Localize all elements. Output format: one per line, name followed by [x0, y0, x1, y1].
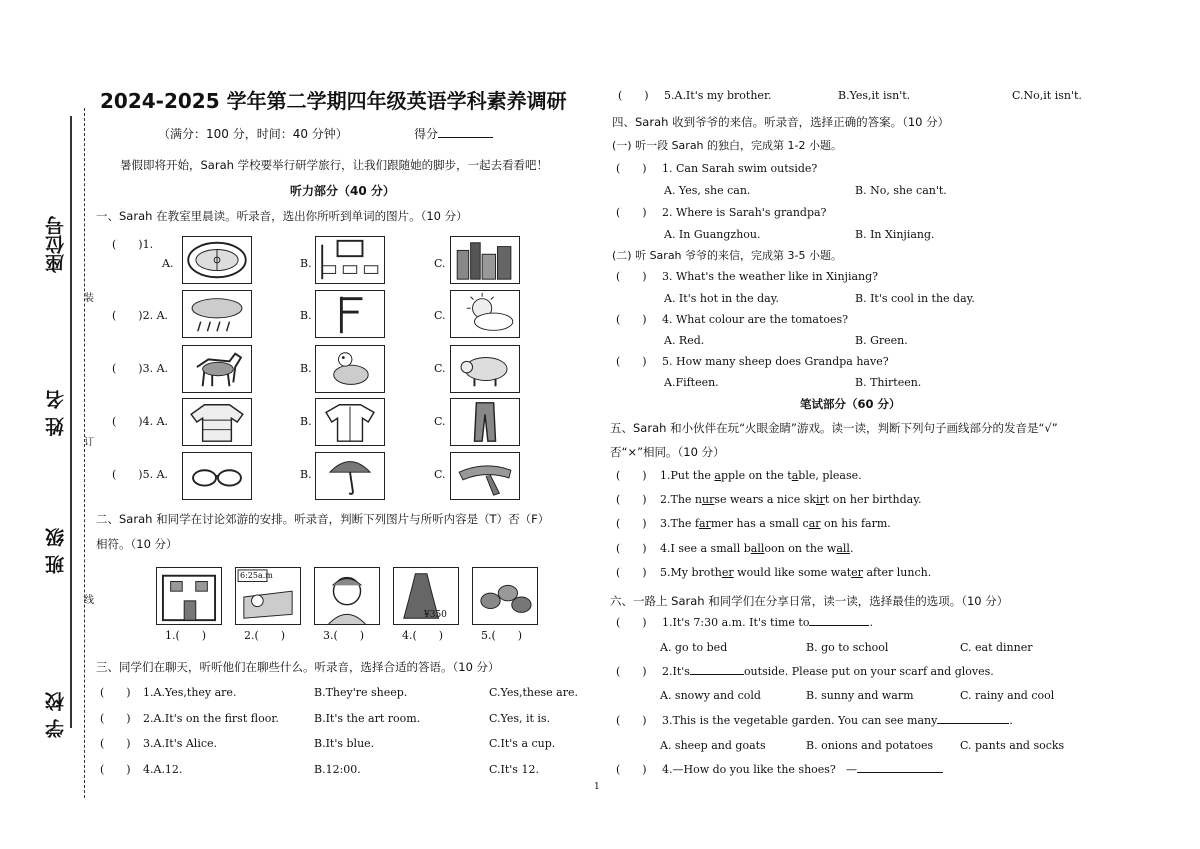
part4-sub1: (一) 听一段 Sarah 的独白，完成第 1-2 小题。 [612, 139, 842, 152]
sentence-part: se wears a nice sk [714, 493, 817, 506]
classroom-icon[interactable] [315, 236, 385, 284]
student-name-label: 姓名 [45, 382, 67, 436]
p4-q4-b: B. Green. [855, 334, 908, 347]
underlined-part: all [836, 542, 850, 555]
p3-q5-a: 5.A.It's my brother. [664, 89, 772, 102]
p1-row2-num: ( )2. A. [112, 309, 169, 322]
underlined-part: er [851, 566, 863, 579]
p1-row1-a: A. [162, 257, 174, 270]
p4-q5-b: B. Thirteen. [855, 376, 922, 389]
dress-price: ¥350 [424, 610, 447, 620]
p3-q4-b: B.12:00. [314, 763, 361, 776]
p3-q3-c: C.It's a cup. [489, 737, 556, 750]
dress-price-icon[interactable] [393, 567, 459, 625]
part2-heading2: 相符。（10 分） [96, 537, 178, 551]
p3-q1-b: B.They're sheep. [314, 686, 408, 699]
sentence-part: 3.The f [660, 517, 699, 530]
p1-row4-b: B. [300, 415, 312, 428]
p2-item1: 1.( ) [165, 629, 207, 642]
p1-row3-num: ( )3. A. [112, 362, 169, 375]
underlined-part: a [714, 469, 721, 482]
p5-row-sentence [660, 493, 921, 507]
sentence-part: oon on the w [764, 542, 837, 555]
pants-icon[interactable] [450, 398, 520, 446]
underlined-part: ur [702, 493, 715, 506]
binding-xian: 线 [84, 595, 94, 606]
p3-q2-paren: ( ) [100, 712, 131, 725]
p6-q1-c: C. eat dinner [960, 641, 1033, 654]
score-label [414, 127, 493, 141]
p5-row-paren: ( ) [616, 542, 647, 555]
p3-q4-c: C.It's 12. [489, 763, 539, 776]
sentence-part: 4.I see a small b [660, 542, 751, 555]
underlined-part: a [791, 469, 799, 482]
part1-heading: 一、Sarah 在教室里晨读。听录音，选出你所听到单词的图片。（10 分） [96, 209, 468, 223]
p6-q2-line [662, 665, 994, 679]
p3-q1-c: C.Yes,these are. [489, 686, 578, 699]
p5-row-paren: ( ) [616, 566, 647, 579]
sentence-part: would like some wat [733, 566, 852, 579]
part3-heading: 三、同学们在聊天，听听他们在聊些什么。听录音，选择合适的答语。（10 分） [96, 660, 500, 674]
potatoes-icon[interactable] [472, 567, 538, 625]
part4-heading: 四、Sarah 收到爷爷的来信。听录音，选择正确的答案。（10 分） [612, 115, 950, 129]
p1-row5-num: ( )5. A. [112, 468, 169, 481]
p6-q3-a: A. sheep and goats [660, 739, 766, 752]
part5-heading2: 否“×”相同。（10 分） [610, 445, 725, 459]
school-label: 学校 [45, 684, 67, 738]
intro-text: 暑假即将开始，Sarah 学校要举行研学旅行，让我们跟随她的脚步，一起去看看吧！ [120, 158, 549, 172]
p6-q3-text: 3.This is the vegetable garden. You can see many [662, 714, 938, 727]
hen-icon[interactable] [315, 345, 385, 393]
binding-ding: 订 [84, 437, 94, 448]
p6-q3-c: C. pants and socks [960, 739, 1065, 752]
page-subtitle: （满分：100 分，时间：40 分钟） [158, 127, 348, 141]
p6-q1-text: 1.It's 7:30 a.m. It's time to [662, 616, 810, 629]
p4-q2-text: 2. Where is Sarah's grandpa? [662, 206, 827, 219]
p1-row1-num: ( )1. [112, 238, 154, 251]
sentence-part: 1.Put the [660, 469, 715, 482]
p3-q2-a: 2.A.It's on the first floor. [143, 712, 279, 725]
p4-q4-paren: ( ) [616, 313, 647, 326]
sentence-part: ble, please. [798, 469, 862, 482]
p3-q5-paren: ( ) [618, 89, 649, 102]
p5-row-paren: ( ) [616, 469, 647, 482]
p3-q2-c: C.Yes, it is. [489, 712, 551, 725]
p5-row-paren: ( ) [616, 493, 647, 506]
p6-q1-line: 1.It's 7:30 a.m. It's time to . [662, 616, 873, 629]
sweater-icon[interactable] [182, 398, 252, 446]
class-label: 班级 [45, 520, 67, 574]
sentence-part: on his farm. [820, 517, 891, 530]
sentence-part: mer has a small c [710, 517, 809, 530]
underlined-part: ir [816, 493, 825, 506]
p6-q1-a: A. go to bed [660, 641, 728, 654]
p3-q5-b: B.Yes,it isn't. [838, 89, 911, 102]
p6-q4-answer [846, 763, 943, 777]
p4-q4-a: A. Red. [664, 334, 705, 347]
sentence-part: 2.The n [660, 493, 703, 506]
p6-q3-line: 3.This is the vegetable garden. You can see many . [662, 714, 1013, 727]
p4-q1-text: 1. Can Sarah swim outside? [662, 162, 818, 175]
p5-row-sentence [660, 469, 862, 483]
p6-q1-b: B. go to school [806, 641, 889, 654]
p1-row1-c: C. [434, 257, 446, 270]
underlined-part: ar [808, 517, 821, 530]
part2-heading: 二、Sarah 和同学在讨论郊游的安排。听录音，判断下列图片与所听内容是（T）否（F） [96, 512, 550, 526]
p5-row-sentence [660, 542, 853, 556]
rain-cloud-icon[interactable] [182, 290, 252, 338]
p6-q2-text2: outside. Please put on your scarf and gloves. [743, 665, 994, 678]
p1-row2-c: C. [434, 309, 446, 322]
school-building-icon[interactable] [156, 567, 222, 625]
p1-row1-b: B. [300, 257, 312, 270]
p6-q4-paren: ( ) [616, 763, 647, 776]
p3-q3-b: B.It's blue. [314, 737, 375, 750]
p5-row-paren: ( ) [616, 517, 647, 530]
p1-row3-c: C. [434, 362, 446, 375]
p6-q2-b: B. sunny and warm [806, 689, 914, 702]
p6-q2-paren: ( ) [616, 665, 647, 678]
p6-q4-text: 4.—How do you like the shoes? [662, 763, 836, 776]
p6-q2-text: 2.It's [662, 665, 690, 678]
seat-number-label: 座位号 [45, 216, 67, 273]
p3-q3-paren: ( ) [100, 737, 131, 750]
underlined-part: all [750, 542, 765, 555]
p4-q5-text: 5. How many sheep does Grandpa have? [662, 355, 889, 368]
umbrella-icon[interactable] [315, 452, 385, 500]
p2-item4: 4.( ) [402, 629, 444, 642]
p3-q4-paren: ( ) [100, 763, 131, 776]
score-text: 得分 [414, 127, 439, 141]
stadium-icon[interactable] [182, 236, 252, 284]
page-number: 1 [594, 782, 600, 792]
p3-q4-a: 4.A.12. [143, 763, 183, 776]
alarm-clock-bed-icon[interactable] [235, 567, 301, 625]
p4-q3-paren: ( ) [616, 270, 647, 283]
horse-icon[interactable] [182, 345, 252, 393]
part6-heading: 六、一路上 Sarah 和同学们在分享日常，读一读，选择最佳的选项。（10 分） [610, 594, 1009, 608]
binding-zhuang: 装 [84, 293, 94, 304]
pig-icon[interactable] [450, 345, 520, 393]
p4-q1-a: A. Yes, she can. [664, 184, 751, 197]
p4-q2-paren: ( ) [616, 206, 647, 219]
underlined-part: ar [699, 517, 711, 530]
clock-time: 6:25a.m [240, 571, 273, 580]
p6-q1-paren: ( ) [616, 616, 647, 629]
p2-item3: 3.( ) [323, 629, 365, 642]
sentence-part: . [849, 542, 854, 555]
p4-q5-paren: ( ) [616, 355, 647, 368]
sentence-part: 5.My broth [660, 566, 722, 579]
p6-q2-c: C. rainy and cool [960, 689, 1055, 702]
p4-q2-b: B. In Xinjiang. [855, 228, 935, 241]
sentence-part: t on her birthday. [824, 493, 922, 506]
sentence-part: after lunch. [862, 566, 932, 579]
binding-margin-line [70, 116, 72, 728]
p6-q3-paren: ( ) [616, 714, 647, 727]
p1-row3-b: B. [300, 362, 312, 375]
listening-header: 听力部分（40 分） [290, 184, 395, 198]
p2-item2: 2.( ) [244, 629, 286, 642]
p3-q1-a: 1.A.Yes,they are. [143, 686, 237, 699]
city-icon[interactable] [450, 236, 520, 284]
p5-row-sentence [660, 566, 931, 580]
sentence-part: pple on the t [720, 469, 792, 482]
p5-row-sentence [660, 517, 891, 531]
p6-q2-blank[interactable] [690, 674, 744, 675]
p3-q1-paren: ( ) [100, 686, 131, 699]
score-blank[interactable] [438, 137, 493, 138]
binding-line [84, 108, 85, 798]
p4-q2-a: A. In Guangzhou. [664, 228, 761, 241]
page-title: 2024-2025 学年第二学期四年级英语学科素养调研 [100, 89, 567, 113]
p6-q4-dash: — [846, 763, 857, 776]
part5-heading: 五、Sarah 和小伙伴在玩“火眼金睛”游戏。读一读，判断下列句子画线部分的发音是“√” [610, 421, 1058, 435]
p3-q5-c: C.No,it isn't. [1012, 89, 1082, 102]
p1-row4-c: C. [434, 415, 446, 428]
p6-q3-b: B. onions and potatoes [806, 739, 934, 752]
p4-q3-a: A. It's hot in the day. [664, 292, 779, 305]
p4-q5-a: A.Fifteen. [664, 376, 719, 389]
p6-q4-blank[interactable] [857, 772, 943, 773]
p1-row4-num: ( )4. A. [112, 415, 169, 428]
p4-q1-b: B. No, she can't. [855, 184, 947, 197]
letter-f-icon[interactable] [315, 290, 385, 338]
p4-q1-paren: ( ) [616, 162, 647, 175]
p6-q1-blank[interactable] [809, 625, 869, 626]
writing-header: 笔试部分（60 分） [800, 397, 901, 411]
scarf-icon[interactable] [450, 452, 520, 500]
p6-q2-a: A. snowy and cold [660, 689, 761, 702]
p6-q3-blank[interactable] [937, 723, 1009, 724]
glasses-icon[interactable] [182, 452, 252, 500]
boy-with-headache-icon[interactable] [314, 567, 380, 625]
shirt-icon[interactable] [315, 398, 385, 446]
p3-q3-a: 3.A.It's Alice. [143, 737, 218, 750]
part4-sub2: (二) 听 Sarah 爷爷的来信，完成第 3-5 小题。 [612, 249, 842, 262]
p1-row5-b: B. [300, 468, 312, 481]
p1-row2-b: B. [300, 309, 312, 322]
underlined-part: er [721, 566, 734, 579]
p3-q2-b: B.It's the art room. [314, 712, 421, 725]
p2-item5: 5.( ) [481, 629, 523, 642]
p4-q4-text: 4. What colour are the tomatoes? [662, 313, 849, 326]
p4-q3-b: B. It's cool in the day. [855, 292, 975, 305]
sun-cloud-icon[interactable] [450, 290, 520, 338]
p4-q3-text: 3. What's the weather like in Xinjiang? [662, 270, 879, 283]
p1-row5-c: C. [434, 468, 446, 481]
